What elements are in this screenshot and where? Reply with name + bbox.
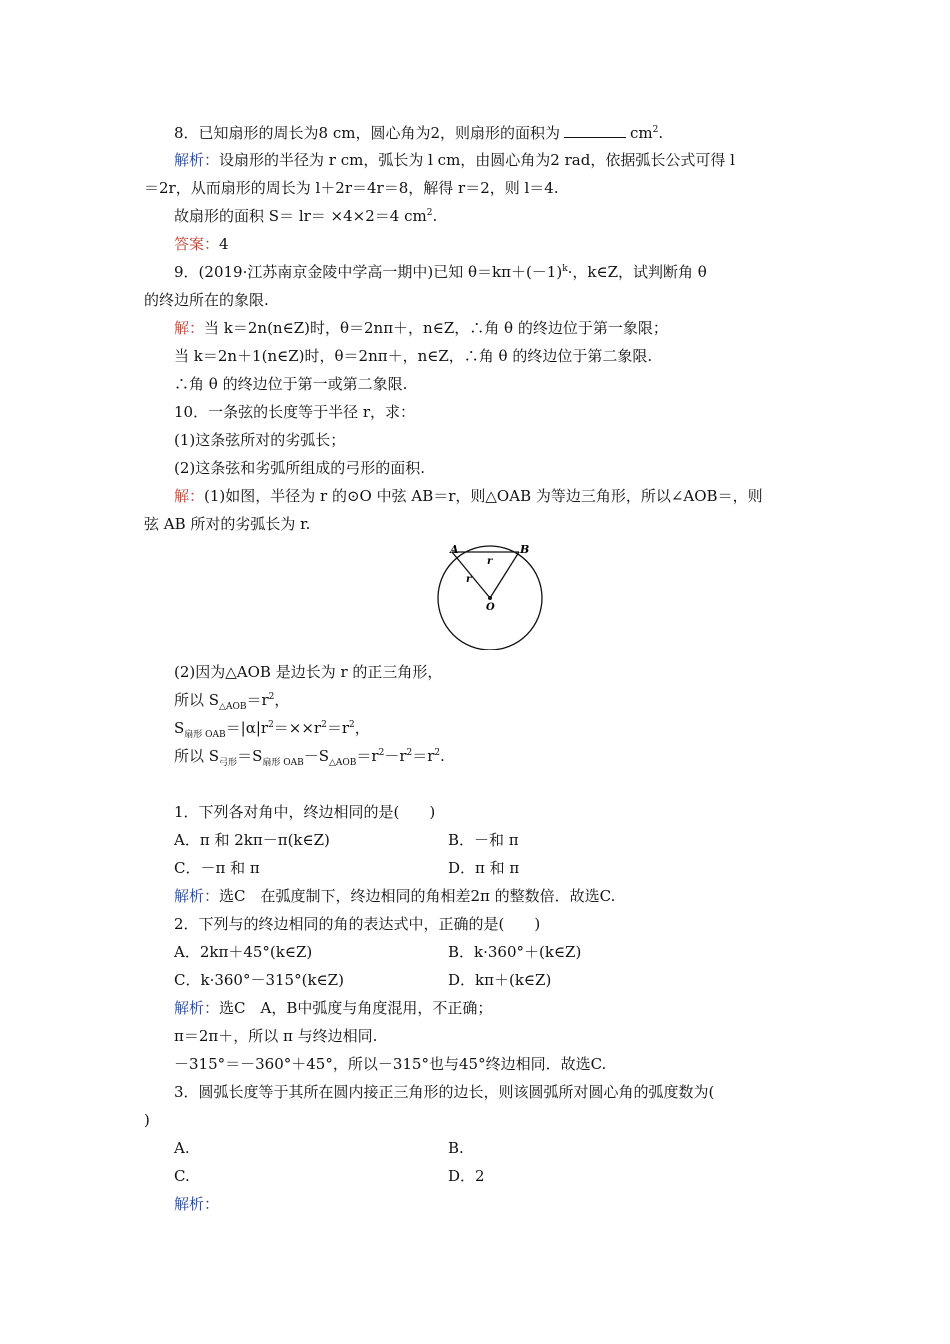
p3-option-d: D．2 <box>448 1167 485 1185</box>
q9-stem-tail: ·，k∈Z，试判断角 θ <box>567 263 707 281</box>
p3-stem-line-1: 3．圆弧长度等于其所在圆内接正三角形的边长，则该圆弧所对圆心角的弧度数为( <box>174 1083 715 1101</box>
math-text: ＝××r <box>273 719 322 737</box>
p1-solution <box>174 886 615 906</box>
solution-text: 选C A，B中弧度与角度混用，不正确； <box>219 999 493 1017</box>
q8-unit: cm <box>630 124 653 142</box>
subscript: 扇形 OAB <box>262 758 304 768</box>
answer-value: 4 <box>219 235 229 253</box>
q9-solution-line-1 <box>174 318 668 338</box>
math-text: ＝r <box>326 719 350 737</box>
radius-ob <box>490 552 519 598</box>
solution-label: 解析： <box>174 887 220 905</box>
label-a: A <box>450 543 459 556</box>
superscript: 2 <box>321 720 327 730</box>
p1-option-b: B．－和 π <box>448 831 519 849</box>
q9-stem-line-2: 的终边所在的象限. <box>144 291 269 309</box>
end-dot: . <box>432 207 438 225</box>
p2-solution-line-1 <box>174 998 492 1018</box>
center-point <box>488 596 492 600</box>
answer-label: 答案： <box>174 235 220 253</box>
math-text: －r <box>384 747 407 765</box>
q8-solution-line-3 <box>174 206 437 226</box>
p3-option-a: A. <box>174 1139 190 1157</box>
math-text: 所以 S <box>174 691 220 709</box>
subscript: △AOB <box>328 758 357 768</box>
q10-part2-line-1: (2)因为△AOB 是边长为 r 的正三角形， <box>174 663 443 681</box>
q10-part2-line-2 <box>174 690 289 710</box>
solution-text: (1)如图，半径为 r 的⊙O 中弦 AB＝r，则△OAB 为等边三角形，所以∠AOB＝，则 <box>204 487 763 505</box>
math-text: －S <box>303 747 329 765</box>
q9-solution-line-2: 当 k＝2n＋1(n∈Z)时，θ＝2nπ＋，n∈Z，∴角 θ 的终边位于第二象限. <box>174 347 653 365</box>
superscript: 2 <box>652 125 659 135</box>
math-text: ＝r <box>412 747 435 765</box>
q10-stem: 10．一条弦的长度等于半径 r，求： <box>174 403 416 421</box>
math-text: ＝r <box>356 747 379 765</box>
end-dot: . <box>440 747 445 765</box>
p2-stem: 2．下列与的终边相同的角的表达式中，正确的是( ) <box>174 915 541 933</box>
solution-text: 选C 在弧度制下，终边相同的角相差2π 的整数倍．故选C. <box>219 887 616 905</box>
q10-part-1: (1)这条弦所对的劣弧长； <box>174 431 346 449</box>
solution-text: 故扇形的面积 S＝ lr＝ ×4×2＝4 cm <box>174 207 427 225</box>
label-r-side: r <box>466 574 472 585</box>
solution-text: 设扇形的半径为 r cm，弧长为 l cm，由圆心角为2 rad，依据弧长公式可得 l <box>219 151 735 169</box>
q10-part2-line-3 <box>174 718 370 738</box>
q9-solution-line-3: ∴角 θ 的终边位于第一或第二象限. <box>174 375 408 393</box>
solution-label: 解析： <box>174 999 220 1017</box>
p2-solution-line-3: －315°＝－360°＋45°，所以－315°也与45°终边相同．故选C. <box>174 1055 607 1073</box>
superscript: 2 <box>268 720 274 730</box>
p3-solution-label: 解析： <box>174 1195 220 1213</box>
p2-option-a: A．2kπ＋45°(k∈Z) <box>174 943 313 961</box>
subscript: 扇形 OAB <box>184 730 226 740</box>
circle-chord-figure <box>430 540 550 650</box>
q9-stem-text: 9．(2019·江苏南京金陵中学高一期中)已知 θ＝kπ＋(－1) <box>174 263 563 281</box>
math-text: S <box>174 719 185 737</box>
q10-part2-line-4 <box>174 746 445 766</box>
p3-stem-line-2: ) <box>144 1111 150 1129</box>
solution-text: 当 k＝2n(n∈Z)时，θ＝2nπ＋，n∈Z，∴角 θ 的终边位于第一象限； <box>204 319 668 337</box>
q8-solution-line-1 <box>174 150 735 170</box>
q9-stem-line-1 <box>174 262 707 282</box>
end-dot: . <box>658 124 664 142</box>
superscript: 2 <box>406 748 413 758</box>
superscript: 2 <box>434 748 441 758</box>
q8-stem <box>174 122 663 143</box>
comma: ， <box>354 719 370 737</box>
q8-solution-line-2: ＝2r，从而扇形的周长为 l＋2r＝4r＝8，解得 r＝2，则 l＝4. <box>144 179 559 197</box>
math-text: ＝|α|r <box>225 719 269 737</box>
p1-option-a: A．π 和 2kπ－π(k∈Z) <box>174 831 330 849</box>
solution-label: 解析： <box>174 151 220 169</box>
p2-option-c: C．k·360°－315°(k∈Z) <box>174 971 344 989</box>
superscript: k <box>562 264 568 274</box>
label-o: O <box>486 602 495 613</box>
math-text: ＝S <box>237 747 263 765</box>
q10-solution-line-2: 弦 AB 所对的劣弧长为 r. <box>144 515 311 533</box>
subscript: △AOB <box>219 702 247 712</box>
comma: ， <box>274 691 290 709</box>
answer-blank <box>564 122 626 138</box>
q10-part-2: (2)这条弦和劣弧所组成的弓形的面积. <box>174 459 426 477</box>
p2-solution-line-2: π＝2π＋，所以 π 与终边相同. <box>174 1027 378 1045</box>
p2-option-b: B．k·360°＋(k∈Z) <box>448 943 582 961</box>
superscript: 2 <box>426 208 433 218</box>
superscript: 2 <box>268 692 275 702</box>
label-r-top: r <box>487 556 493 567</box>
p3-option-b: B. <box>448 1139 464 1157</box>
superscript: 2 <box>378 748 385 758</box>
p1-option-c: C．－π 和 π <box>174 859 260 877</box>
p1-stem: 1．下列各对角中，终边相同的是( ) <box>174 803 436 821</box>
label-b: B <box>520 543 530 556</box>
solution-label: 解： <box>174 487 205 505</box>
p2-option-d: D．kπ＋(k∈Z) <box>448 971 552 989</box>
q8-stem-text: 8．已知扇形的周长为8 cm，圆心角为2，则扇形的面积为 <box>174 124 561 142</box>
p3-option-c: C. <box>174 1167 190 1185</box>
math-text: ＝r <box>246 691 269 709</box>
superscript: 2 <box>349 720 355 730</box>
q8-answer <box>174 234 229 254</box>
q10-solution-line-1 <box>174 486 763 506</box>
p1-option-d: D．π 和 π <box>448 859 520 877</box>
solution-label: 解： <box>174 319 205 337</box>
subscript: 弓形 <box>219 758 238 768</box>
math-text: 所以 S <box>174 747 220 765</box>
